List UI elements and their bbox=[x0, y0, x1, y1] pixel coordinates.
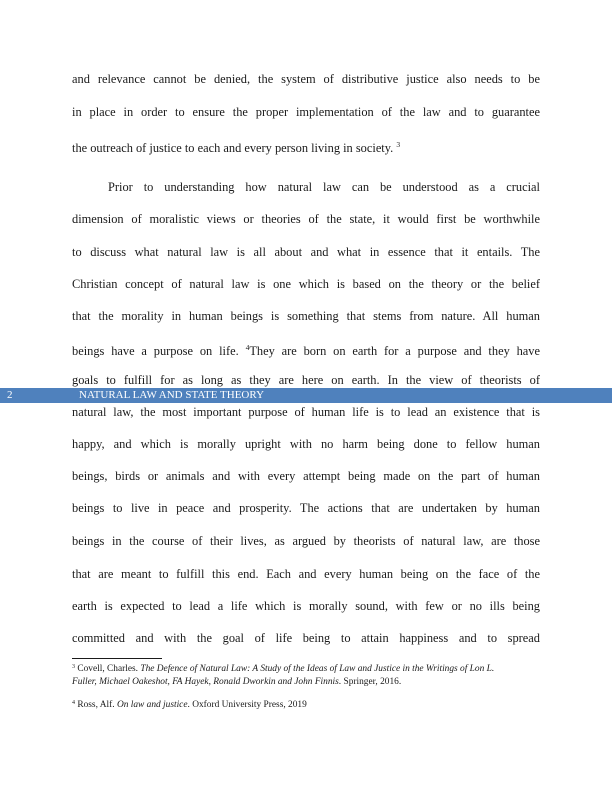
body-line: committed and with the goal of life being to attain happiness and to spread bbox=[72, 631, 540, 645]
footnote-3 bbox=[72, 661, 542, 689]
body-line bbox=[72, 340, 540, 359]
body-line-text: the outreach of justice to each and every person living in society. bbox=[72, 141, 394, 155]
body-line: beings to live in peace and prosperity. The actions that are undertaken by human bbox=[72, 501, 540, 515]
body-line bbox=[72, 137, 540, 156]
body-line: beings, birds or animals and with every attempt being made on the part of human bbox=[72, 469, 540, 483]
body-line: and relevance cannot be denied, the system of distributive justice also needs to be bbox=[72, 72, 540, 86]
footnote-4 bbox=[72, 697, 542, 712]
body-line: natural law, the most important purpose of human life is to lead an existence that is bbox=[72, 405, 540, 419]
body-line-text: They are born on earth for a purpose and they have bbox=[249, 344, 540, 358]
footnote-ref[interactable]: 4 bbox=[245, 343, 250, 352]
body-line: to discuss what natural law is all about and what in essence that it entails. The bbox=[72, 245, 540, 259]
body-line: that are meant to fulfill this end. Each and every human being on the face of the bbox=[72, 567, 540, 581]
body-line: happy, and which is morally upright with no harm being done to fellow human bbox=[72, 437, 540, 451]
body-line: Prior to understanding how natural law can be understood as a crucial bbox=[108, 180, 540, 194]
footnote-author: Ross, Alf. bbox=[77, 700, 115, 710]
footnote-publisher: . Oxford University Press, 2019 bbox=[187, 700, 307, 710]
footnote-separator bbox=[72, 658, 162, 659]
body-line: earth is expected to lead a life which is morally sound, with few or no ills being bbox=[72, 599, 540, 613]
header-title: NATURAL LAW AND STATE THEORY bbox=[79, 389, 265, 401]
footnote-number: 4 bbox=[72, 700, 75, 706]
footnote-title: Fuller, Michael Oakeshot, FA Hayek, Ronald Dworkin and John Finnis bbox=[72, 677, 339, 687]
body-line: in place in order to ensure the proper implementation of the law and to guarantee bbox=[72, 105, 540, 119]
footnote-number: 3 bbox=[72, 664, 75, 670]
page-number: 2 bbox=[7, 389, 13, 401]
body-line: that the morality in human beings is something that stems from nature. All human bbox=[72, 309, 540, 323]
footnote-publisher: . Springer, 2016. bbox=[338, 677, 402, 687]
running-header bbox=[0, 388, 612, 403]
body-line: beings in the course of their lives, as argued by theorists of natural law, are those bbox=[72, 534, 540, 548]
body-line: dimension of moralistic views or theories of the state, it would first be worthwhile bbox=[72, 212, 540, 226]
footnote-title: The Defence of Natural Law: A Study of the Ideas of Law and Justice in the Writings of Lon L. bbox=[140, 664, 495, 674]
body-line: Christian concept of natural law is one which is based on the theory or the belief bbox=[72, 277, 540, 291]
body-line: goals to fulfill for as long as they are here on earth. In the view of theorists of bbox=[72, 373, 540, 387]
footnote-author: Covell, Charles. bbox=[77, 664, 139, 674]
footnote-ref[interactable]: 3 bbox=[396, 140, 401, 149]
footnote-title: On law and justice bbox=[116, 700, 188, 710]
body-line-text: beings have a purpose on life. bbox=[72, 344, 239, 358]
